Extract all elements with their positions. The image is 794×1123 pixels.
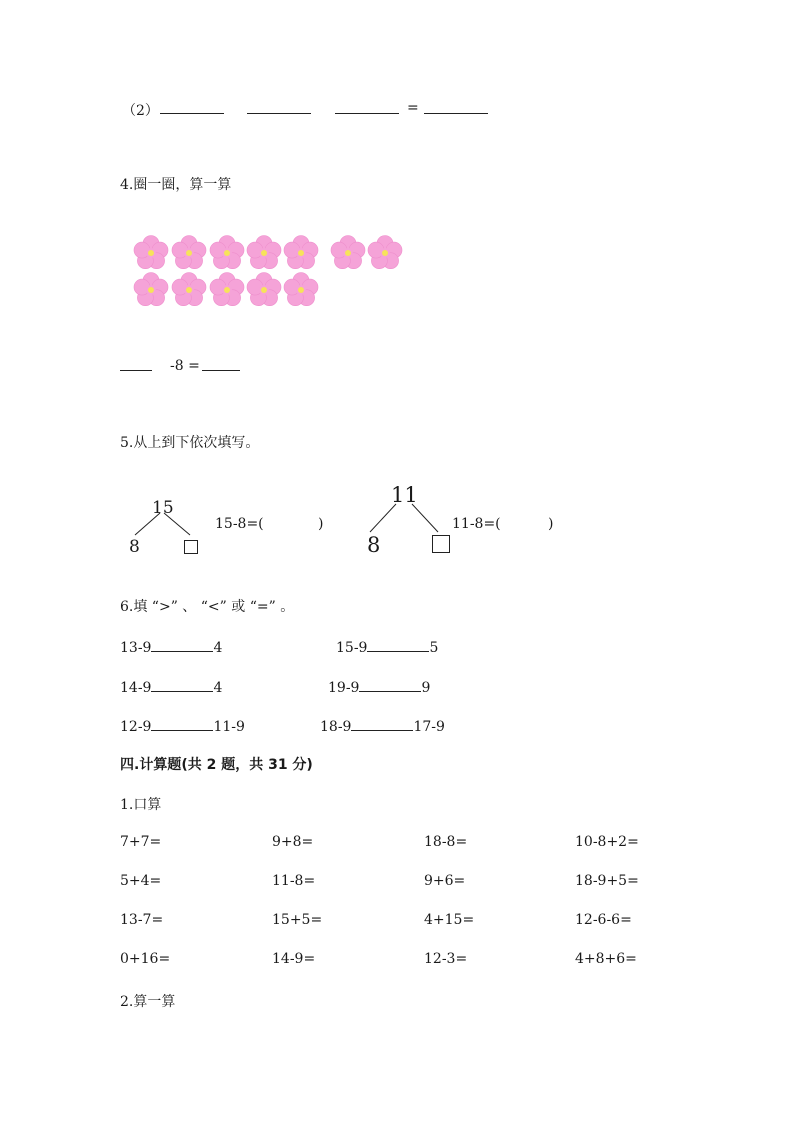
q3-part2-row: [122, 100, 159, 120]
q3-answer-blank-2[interactable]: [247, 99, 311, 114]
section4-heading: 四.计算题(共 2 题，共 31 分): [120, 757, 313, 773]
tree1-top-number: 15: [152, 498, 174, 518]
section4-q2-title: 2.算一算: [120, 994, 176, 1010]
q6-compare-blank[interactable]: [151, 637, 213, 652]
q6-compare-blank[interactable]: [367, 637, 429, 652]
q6-row2-left: [120, 677, 222, 696]
q4-title: 4.圈一圈，算一算: [120, 177, 232, 193]
q3-part2-label: （2）: [122, 103, 159, 119]
section4-q1-title: 1.口算: [120, 797, 162, 813]
q5-equation-1-close: ): [318, 516, 324, 532]
flower-icon[interactable]: [209, 235, 245, 271]
oral-problem: 12-6-6=: [575, 912, 632, 928]
oral-problem: 0+16=: [120, 951, 171, 967]
oral-problem: 14-9=: [272, 951, 316, 967]
oral-problem: 15+5=: [272, 912, 323, 928]
q3-equals-sign: =: [407, 100, 419, 116]
flower-icon[interactable]: [209, 272, 245, 308]
oral-problem: 18-8=: [424, 834, 468, 850]
q5-equation-2-close: ): [548, 516, 554, 532]
flower-icon[interactable]: [246, 272, 282, 308]
q5-equation-2: 11-8=(: [452, 516, 501, 532]
q6-compare-blank[interactable]: [151, 677, 213, 692]
q4-equation-op: -8 =: [170, 358, 200, 374]
oral-problem: 9+6=: [424, 873, 466, 889]
q6-expression: 9: [421, 680, 431, 696]
q6-row1-left: [120, 637, 222, 656]
oral-problem: 12-3=: [424, 951, 468, 967]
tree2-right-branch: [412, 504, 438, 532]
tree2-left-branch: [370, 504, 396, 532]
q5-equation-1: 15-8=(: [215, 516, 264, 532]
oral-problem: 13-7=: [120, 912, 164, 928]
oral-problem: 11-8=: [272, 873, 316, 889]
tree1-left-number: 8: [129, 537, 140, 557]
flower-icon[interactable]: [133, 272, 169, 308]
q6-expression: 14-9: [120, 680, 152, 696]
q3-answer-blank-result[interactable]: [424, 99, 488, 114]
q5-title: 5.从上到下依次填写。: [120, 435, 260, 451]
oral-problem: 9+8=: [272, 834, 314, 850]
q6-expression: 17-9: [413, 719, 445, 735]
flower-icon[interactable]: [367, 235, 403, 271]
flower-icon[interactable]: [283, 235, 319, 271]
oral-problem: 4+15=: [424, 912, 475, 928]
flower-icon[interactable]: [171, 272, 207, 308]
q6-title: 6.填 “>” 、 “<” 或 “=” 。: [120, 599, 295, 615]
q6-row3-right: [320, 716, 445, 735]
flower-icon[interactable]: [133, 235, 169, 271]
q6-expression: 11-9: [213, 719, 245, 735]
oral-problem: 7+7=: [120, 834, 162, 850]
q3-answer-blank-1[interactable]: [160, 99, 224, 114]
flower-icon[interactable]: [283, 272, 319, 308]
q4-total-blank[interactable]: [120, 356, 152, 371]
oral-problem: 18-9+5=: [575, 873, 639, 889]
flower-icon[interactable]: [246, 235, 282, 271]
oral-problem: 4+8+6=: [575, 951, 637, 967]
q6-expression: 13-9: [120, 640, 152, 656]
q6-expression: 12-9: [120, 719, 152, 735]
q6-compare-blank[interactable]: [151, 716, 213, 731]
q6-compare-blank[interactable]: [351, 716, 413, 731]
oral-problem: 5+4=: [120, 873, 162, 889]
q6-row2-right: [328, 677, 430, 696]
tree2-answer-box[interactable]: [432, 535, 450, 553]
q6-expression: 18-9: [320, 719, 352, 735]
oral-problem: 10-8+2=: [575, 834, 639, 850]
q6-expression: 4: [213, 680, 223, 696]
q6-expression: 19-9: [328, 680, 360, 696]
q6-expression: 5: [429, 640, 439, 656]
q6-compare-blank[interactable]: [359, 677, 421, 692]
q6-expression: 4: [213, 640, 223, 656]
tree2-top-number: 11: [391, 483, 418, 507]
q6-row1-right: [336, 637, 438, 656]
q4-result-blank[interactable]: [202, 356, 240, 371]
flower-icon[interactable]: [171, 235, 207, 271]
tree1-answer-box[interactable]: [184, 540, 198, 554]
tree2-left-number: 8: [367, 533, 381, 557]
flower-icon[interactable]: [330, 235, 366, 271]
q6-expression: 15-9: [336, 640, 368, 656]
q6-row3-left: [120, 716, 245, 735]
q3-answer-blank-3[interactable]: [335, 99, 399, 114]
